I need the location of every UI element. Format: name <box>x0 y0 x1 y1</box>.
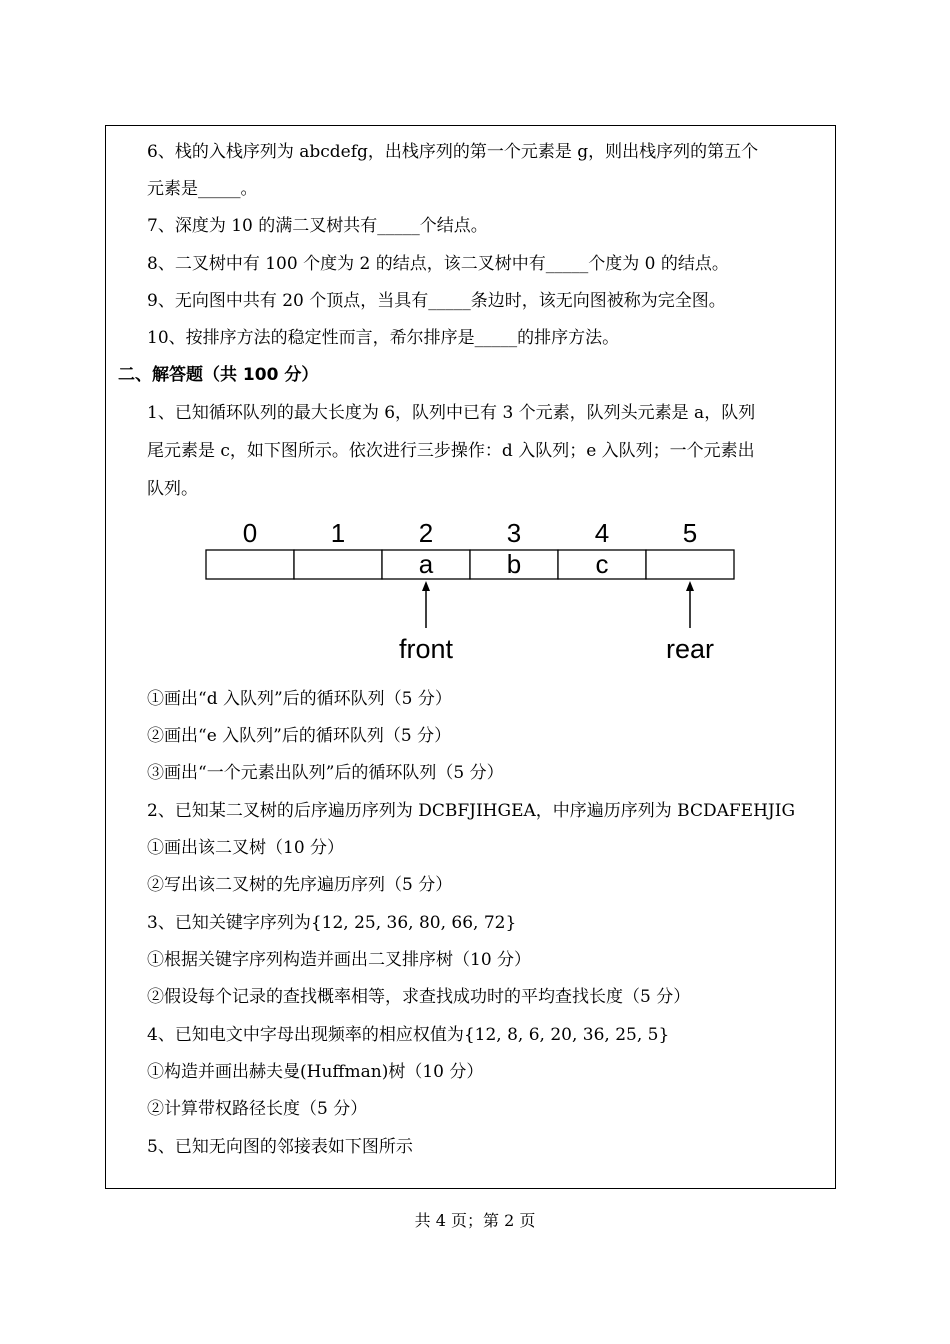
p2: 2、已知某二叉树的后序遍历序列为 DCBFJIHGEA，中序遍历序列为 BCDAFEHJIG <box>147 801 796 821</box>
q7: 7、深度为 10 的满二叉树共有_____个结点。 <box>147 216 488 236</box>
p5: 5、已知无向图的邻接表如下图所示 <box>147 1137 413 1157</box>
queue-cell-value-2: a <box>418 549 434 579</box>
p1-line1: 1、已知循环队列的最大长度为 6，队列中已有 3 个元素，队列头元素是 a，队列 <box>147 403 756 423</box>
queue-cell-5 <box>646 550 734 579</box>
p4: 4、已知电文中字母出现频率的相应权值为{12, 8, 6, 20, 36, 25, 5} <box>147 1025 670 1045</box>
queue-cell-0 <box>206 550 294 579</box>
p2-a: ①画出该二叉树（10 分） <box>147 838 345 858</box>
rear-arrowhead <box>686 581 694 591</box>
p3-a: ①根据关键字序列构造并画出二叉排序树（10 分） <box>147 950 532 970</box>
p4-a: ①构造并画出赫夫曼(Huffman)树（10 分） <box>147 1062 484 1082</box>
page-footer: 共 4 页；第 2 页 <box>414 1211 536 1230</box>
p3: 3、已知关键字序列为{12, 25, 36, 80, 66, 72} <box>147 913 517 933</box>
queue-cell-value-3: b <box>506 549 522 579</box>
queue-index-4: 4 <box>594 518 610 548</box>
q6-line2: 元素是_____。 <box>147 179 258 199</box>
p1-c: ③画出“一个元素出队列”后的循环队列（5 分） <box>147 763 504 783</box>
front-arrowhead <box>422 581 430 591</box>
p1-line2: 尾元素是 c，如下图所示。依次进行三步操作：d 入队列；e 入队列；一个元素出 <box>147 441 755 461</box>
queue-cell-value-4: c <box>595 549 609 579</box>
queue-indices <box>243 518 697 548</box>
p2-b: ②写出该二叉树的先序遍历序列（5 分） <box>147 875 453 895</box>
q8: 8、二叉树中有 100 个度为 2 的结点，该二叉树中有_____个度为 0 的结点。 <box>147 254 729 274</box>
p1-b: ②画出“e 入队列”后的循环队列（5 分） <box>147 726 452 746</box>
queue-index-1: 1 <box>330 518 346 548</box>
queue-cells <box>206 549 734 579</box>
front-pointer <box>399 581 454 664</box>
rear-pointer <box>666 581 714 664</box>
queue-index-3: 3 <box>506 518 522 548</box>
q10: 10、按排序方法的稳定性而言，希尔排序是_____的排序方法。 <box>147 328 620 348</box>
p1-line3: 队列。 <box>147 479 198 499</box>
q6-line1: 6、栈的入栈序列为 abcdefg，出栈序列的第一个元素是 g，则出栈序列的第五个 <box>147 142 759 162</box>
p4-b: ②计算带权路径长度（5 分） <box>147 1099 368 1119</box>
p3-b: ②假设每个记录的查找概率相等，求查找成功时的平均查找长度（5 分） <box>147 987 691 1007</box>
rear-label: rear <box>665 634 715 664</box>
queue-cell-1 <box>294 550 382 579</box>
p1-a: ①画出“d 入队列”后的循环队列（5 分） <box>147 689 452 709</box>
front-label: front <box>398 634 454 664</box>
q9: 9、无向图中共有 20 个顶点，当具有_____条边时，该无向图被称为完全图。 <box>147 291 726 311</box>
queue-index-0: 0 <box>242 518 258 548</box>
section2-heading: 二、解答题（共 100 分） <box>118 365 319 385</box>
circular-queue-diagram <box>205 515 745 675</box>
queue-index-2: 2 <box>418 518 434 548</box>
queue-index-5: 5 <box>682 518 698 548</box>
